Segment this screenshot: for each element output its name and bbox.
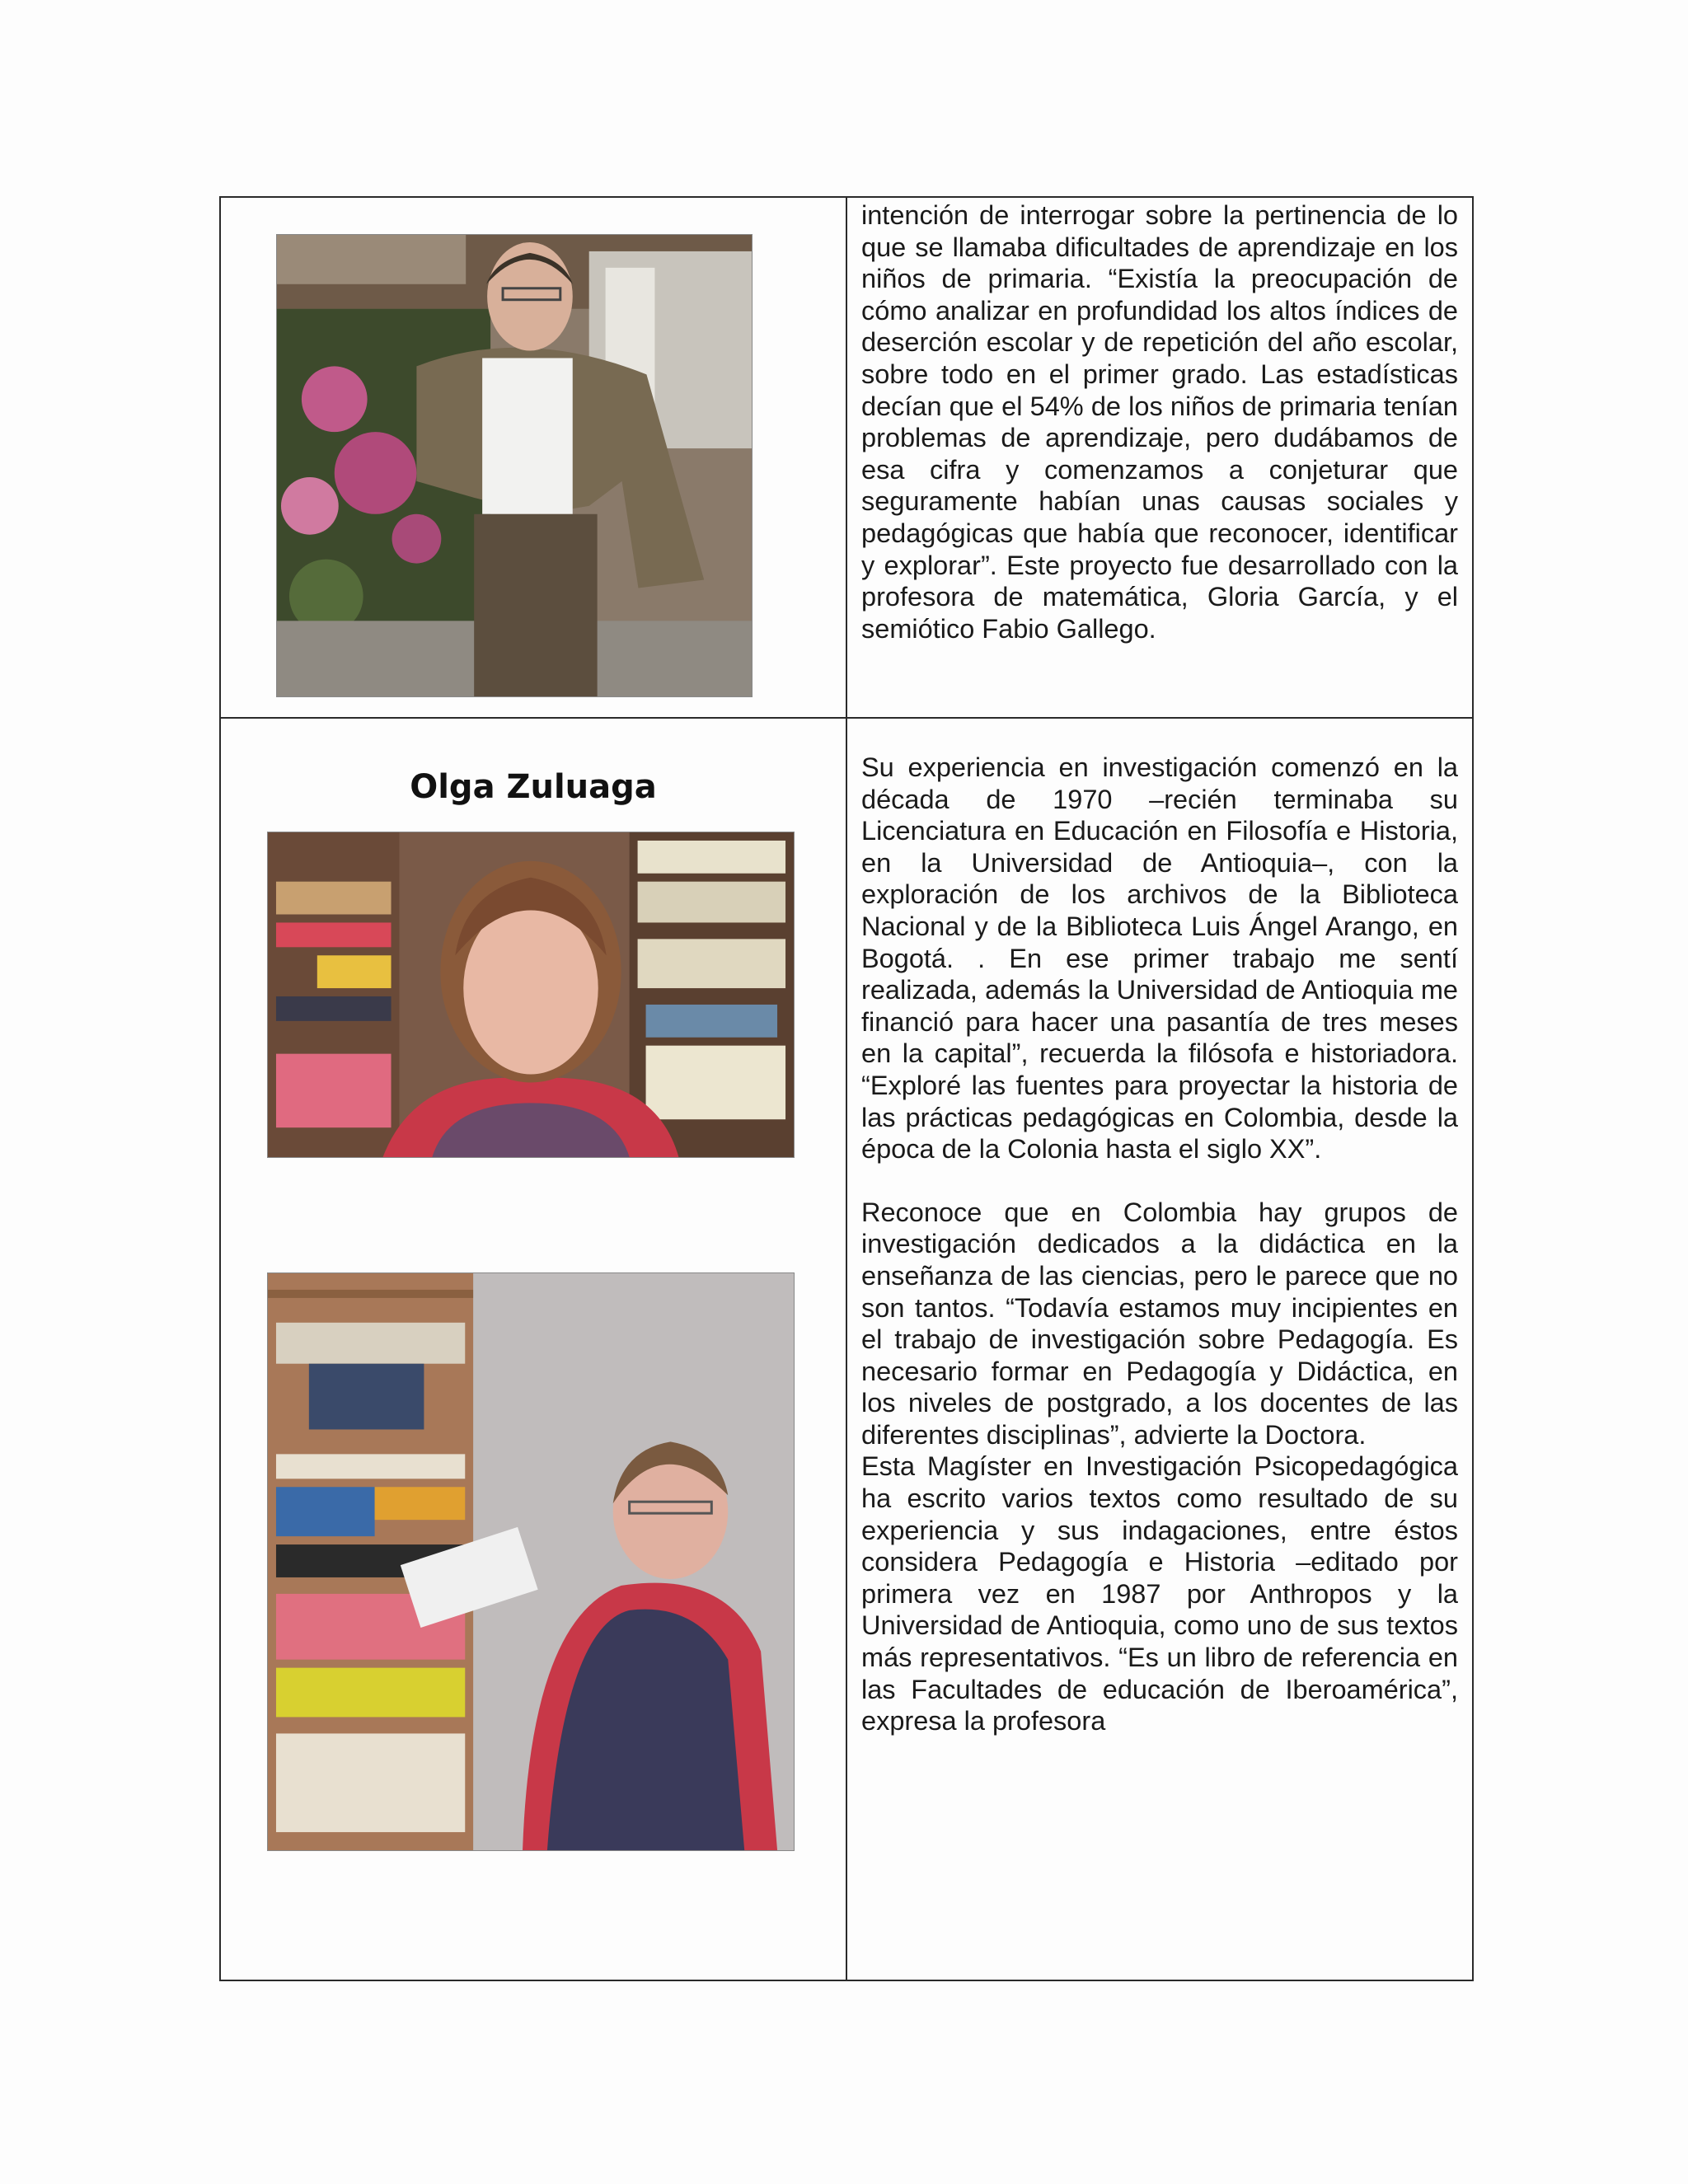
photo-cell: [220, 197, 846, 718]
paragraph: Reconoce que en Colombia hay grupos de investigación dedicados a la didáctica en la enseñanza de las ciencias, pero le parece que no son tantos. “Todavía estamos muy incipientes en el trabajo de investigación sobre Pedagogía. Es necesario formar en Pedagogía y Didáctica, en los niveles de postgrado, a los docentes de las diferentes disciplinas”, advierte la Doctora.: [861, 1197, 1458, 1450]
content-table: [219, 196, 1474, 1981]
person-name: Olga Zuluaga: [410, 768, 657, 806]
table-row: [220, 718, 1473, 1980]
paragraph: Su experiencia en investigación comenzó en la década de 1970 –recién terminaba su Licenciatura en Educación en Filosofía e Historia, en la Universidad de Antioquia–, con la exploración de los archivos de la Biblioteca Nacional y de la Biblioteca Luis Ángel Arango, en Bogotá. . En ese primer trabajo me sentí realizada, además la Universidad de Antioquia me financió para hacer una pasantía de tres meses en la capital”, recuerda la filósofa e historiadora. “Exploré las fuentes para proyectar la historia de las prácticas pedagógicas en Colombia, desde la época de la Colonia hasta el siglo XX”.: [861, 752, 1458, 1165]
text-cell: [846, 718, 1473, 1980]
body-text: [847, 198, 1472, 644]
body-text: [847, 719, 1472, 1737]
photo-cell: [220, 718, 846, 1980]
man-portrait-photo: [276, 234, 753, 697]
table-row: [220, 197, 1473, 718]
woman-portrait-photo: [267, 832, 795, 1158]
text-cell: [846, 197, 1473, 718]
paragraph: intención de interrogar sobre la pertinencia de lo que se llamaba dificultades de aprendizaje en los niños de primaria. “Existía la preocupación de cómo analizar en profundidad los altos índices de deserción escolar y de repetición del año escolar, sobre todo en el primer grado. Las estadísticas decían que el 54% de los niños de primaria tenían problemas de aprendizaje, pero dudábamos de esa cifra y comenzamos a conjeturar que seguramente habían unas causas sociales y pedagógicas que había que reconocer, identificar y explorar”. Este proyecto fue desarrollado con la profesora de matemática, Gloria García, y el semiótico Fabio Gallego.: [861, 200, 1458, 644]
paragraph: Esta Magíster en Investigación Psicopedagógica ha escrito varios textos como resultado de su experiencia y sus indagaciones, entre éstos considera Pedagogía e Historia –editado por primera vez en 1987 por Anthropos y la Universidad de Antioquia, como uno de sus textos más representativos. “Es un libro de referencia en las Facultades de educación de Iberoamérica”, expresa la profesora: [861, 1451, 1458, 1736]
woman-with-books-photo: [267, 1272, 795, 1851]
